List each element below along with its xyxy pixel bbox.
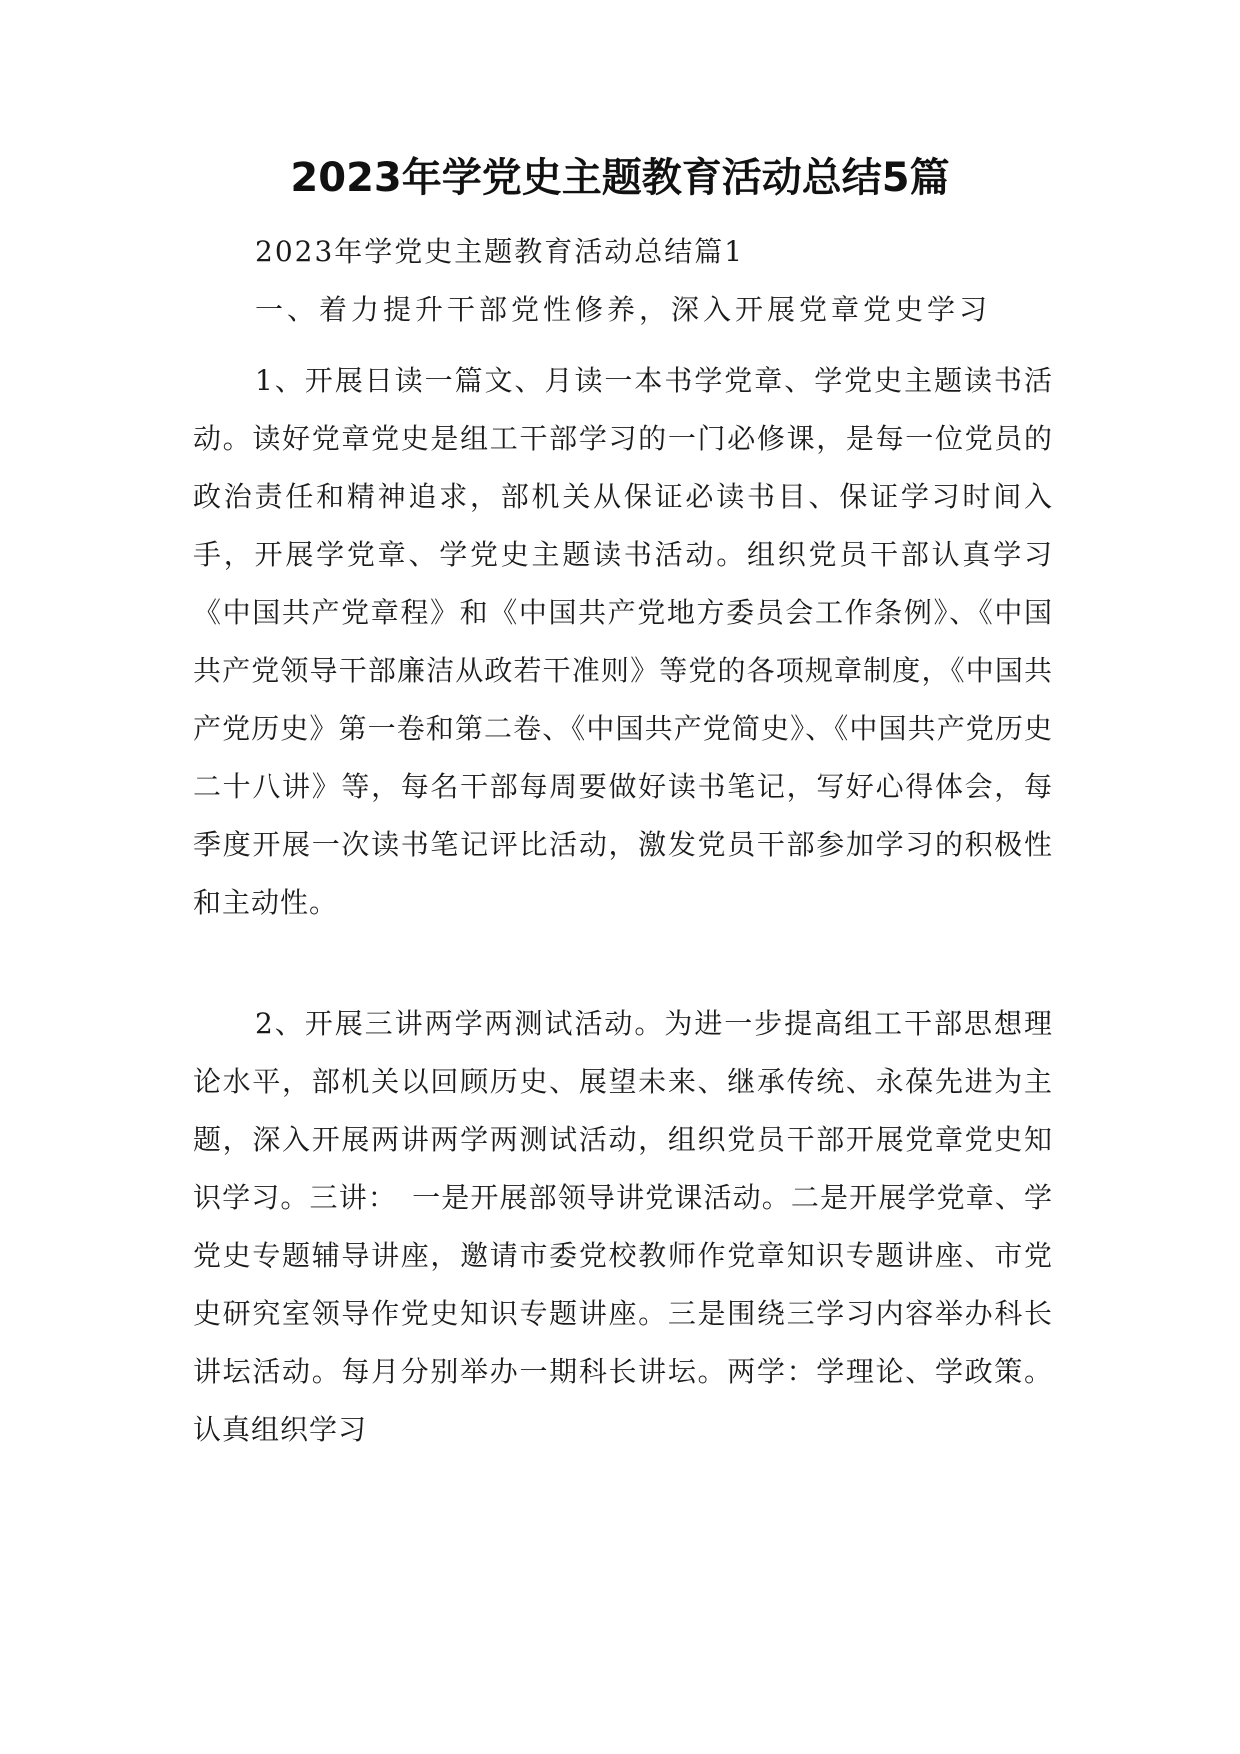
article-subheading: 2023年学党史主题教育活动总结篇1	[255, 235, 745, 268]
body-paragraph-1: 1、开展日读一篇文、月读一本书学党章、学党史主题读书活动。读好党章党史是组工干部学习的一门必修课，是每一位党员的政治责任和精神追求，部机关从保证必读书目、保证学习时间入手，开展学党章、学党史主题读书活动。组织党员干部认真学习《中国共产党章程》和《中国共产党地方委员会工作条例》、《中国共产党领导干部廉洁从政若干准则》等党的各项规章制度，《中国共产党历史》第一卷和第二卷、《中国共产党简史》、《中国共产党历史二十八讲》等，每名干部每周要做好读书笔记，写好心得体会，每季度开展一次读书笔记评比活动，激发党员干部参加学习的积极性和主动性。	[193, 364, 1053, 919]
document-title: 2023年学党史主题教育活动总结5篇	[290, 155, 950, 201]
section-heading: 一、着力提升干部党性修养，深入开展党章党史学习	[255, 293, 992, 326]
body-paragraph-2: 2、开展三讲两学两测试活动。为进一步提高组工干部思想理论水平，部机关以回顾历史、展望未来、继承传统、永葆先进为主题，深入开展两讲两学两测试活动，组织党员干部开展党章党史知识学习。三讲： 一是开展部领导讲党课活动。二是开展学党章、学党史专题辅导讲座，邀请市委党校教师作党章知识专题讲座、市党史研究室领导作党史知识专题讲座。三是围绕三学习内容举办科长讲坛活动。每月分别举办一期科长讲坛。两学：学理论、学政策。认真组织学习	[193, 1007, 1053, 1446]
